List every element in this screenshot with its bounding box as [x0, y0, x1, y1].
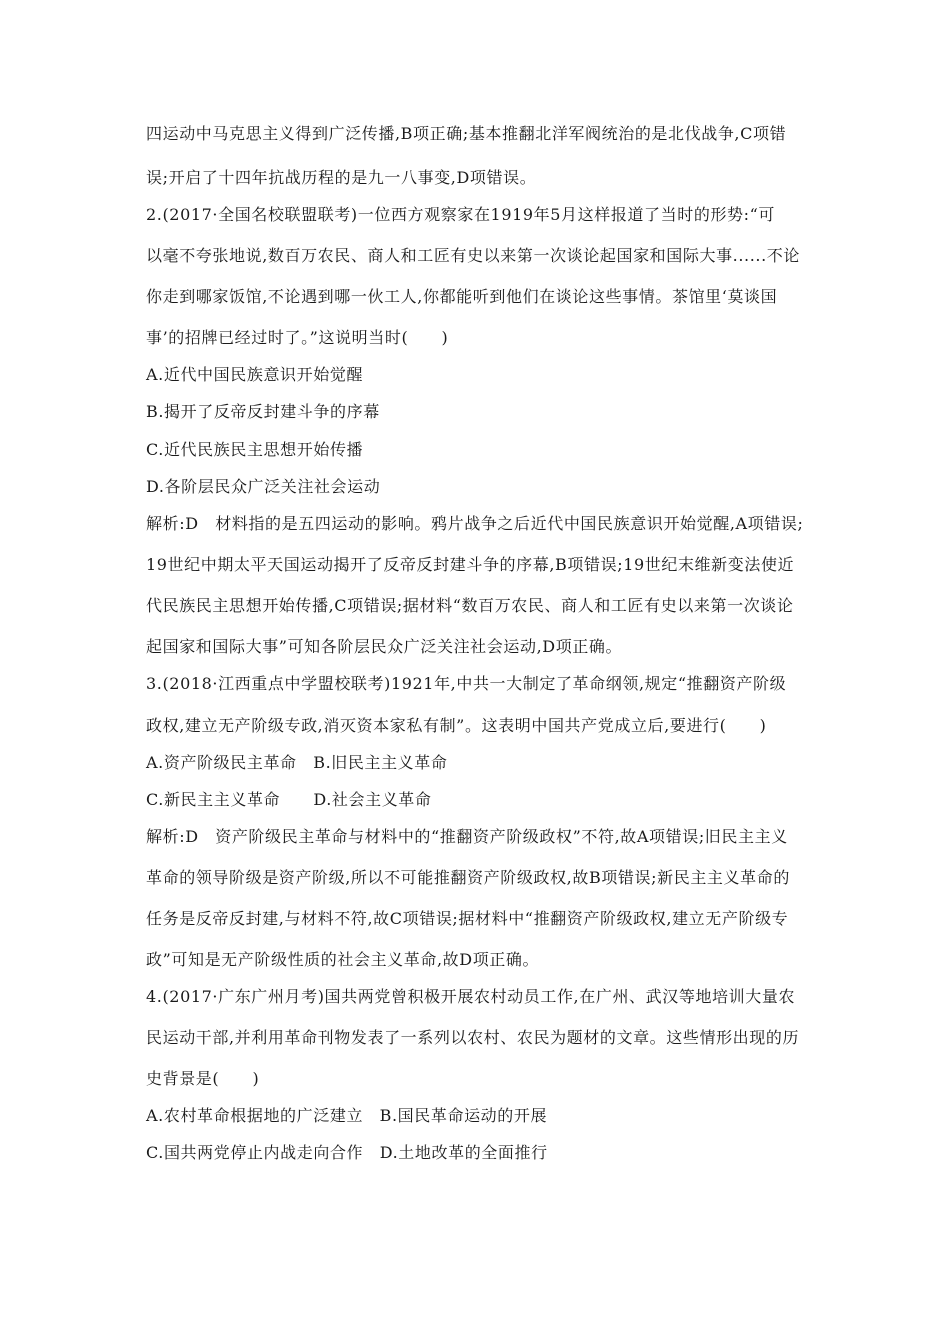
text-line: 误;开启了十四年抗战历程的是九一八事变,D项错误。 — [146, 168, 537, 187]
text-line: 政权,建立无产阶级专政,消灭资本家私有制”。这表明中国共产党成立后,要进行( ) — [146, 716, 767, 735]
option-c: C.近代民族民主思想开始传播 — [146, 440, 364, 459]
options-ab: A.资产阶级民主革命 B.旧民主主义革命 — [146, 753, 448, 772]
text-line: 以毫不夸张地说,数百万农民、商人和工匠有史以来第一次谈论起国家和国际大事......不论 — [146, 246, 801, 265]
options-ab: A.农村革命根据地的广泛建立 B.国民革命运动的开展 — [146, 1106, 548, 1125]
text-line: 代民族民主思想开始传播,C项错误;据材料“数百万农民、商人和工匠有史以来第一次谈论 — [146, 596, 794, 615]
text-line: 事’的招牌已经过时了。”这说明当时( ) — [146, 328, 449, 347]
option-a: A.近代中国民族意识开始觉醒 — [146, 365, 364, 384]
text-line: 四运动中马克思主义得到广泛传播,B项正确;基本推翻北洋军阀统治的是北伐战争,C项错 — [146, 124, 787, 143]
options-cd: C.国共两党停止内战走向合作 D.土地改革的全面推行 — [146, 1143, 548, 1162]
question-3-stem: 3.(2018·江西重点中学盟校联考)1921年,中共一大制定了革命纲领,规定“推翻资产阶级 — [146, 674, 787, 693]
text-line: 政”可知是无产阶级性质的社会主义革命,故D项正确。 — [146, 950, 540, 969]
question-4-stem: 4.(2017·广东广州月考)国共两党曾积极开展农村动员工作,在广州、武汉等地培训大量农 — [146, 987, 796, 1006]
text-line: 19世纪中期太平天国运动揭开了反帝反封建斗争的序幕,B项错误;19世纪末维新变法使近 — [146, 555, 795, 574]
text-line: 革命的领导阶级是资产阶级,所以不可能推翻资产阶级政权,故B项错误;新民主主义革命的 — [146, 868, 790, 887]
text-line: 史背景是( ) — [146, 1069, 260, 1088]
option-b: B.揭开了反帝反封建斗争的序幕 — [146, 402, 380, 421]
option-d: D.各阶层民众广泛关注社会运动 — [146, 477, 381, 496]
text-line: 民运动干部,并利用革命刊物发表了一系列以农村、农民为题材的文章。这些情形出现的历 — [146, 1028, 800, 1047]
question-2-stem: 2.(2017·全国名校联盟联考)一位西方观察家在1919年5月这样报道了当时的形势:“可 — [146, 205, 776, 224]
text-line: 任务是反帝反封建,与材料不符,故C项错误;据材料中“推翻资产阶级政权,建立无产阶级专 — [146, 909, 789, 928]
text-line: 起国家和国际大事”可知各阶层民众广泛关注社会运动,D项正确。 — [146, 637, 623, 656]
options-cd: C.新民主主义革命 D.社会主义革命 — [146, 790, 432, 809]
text-line: 你走到哪家饭馆,不论遇到哪一伙工人,你都能听到他们在谈论这些事情。茶馆里‘莫谈国 — [146, 287, 778, 306]
analysis-3: 解析:D 资产阶级民主革命与材料中的“推翻资产阶级政权”不符,故A项错误;旧民主主义 — [146, 827, 788, 846]
analysis-2: 解析:D 材料指的是五四运动的影响。鸦片战争之后近代中国民族意识开始觉醒,A项错误; — [146, 514, 804, 533]
